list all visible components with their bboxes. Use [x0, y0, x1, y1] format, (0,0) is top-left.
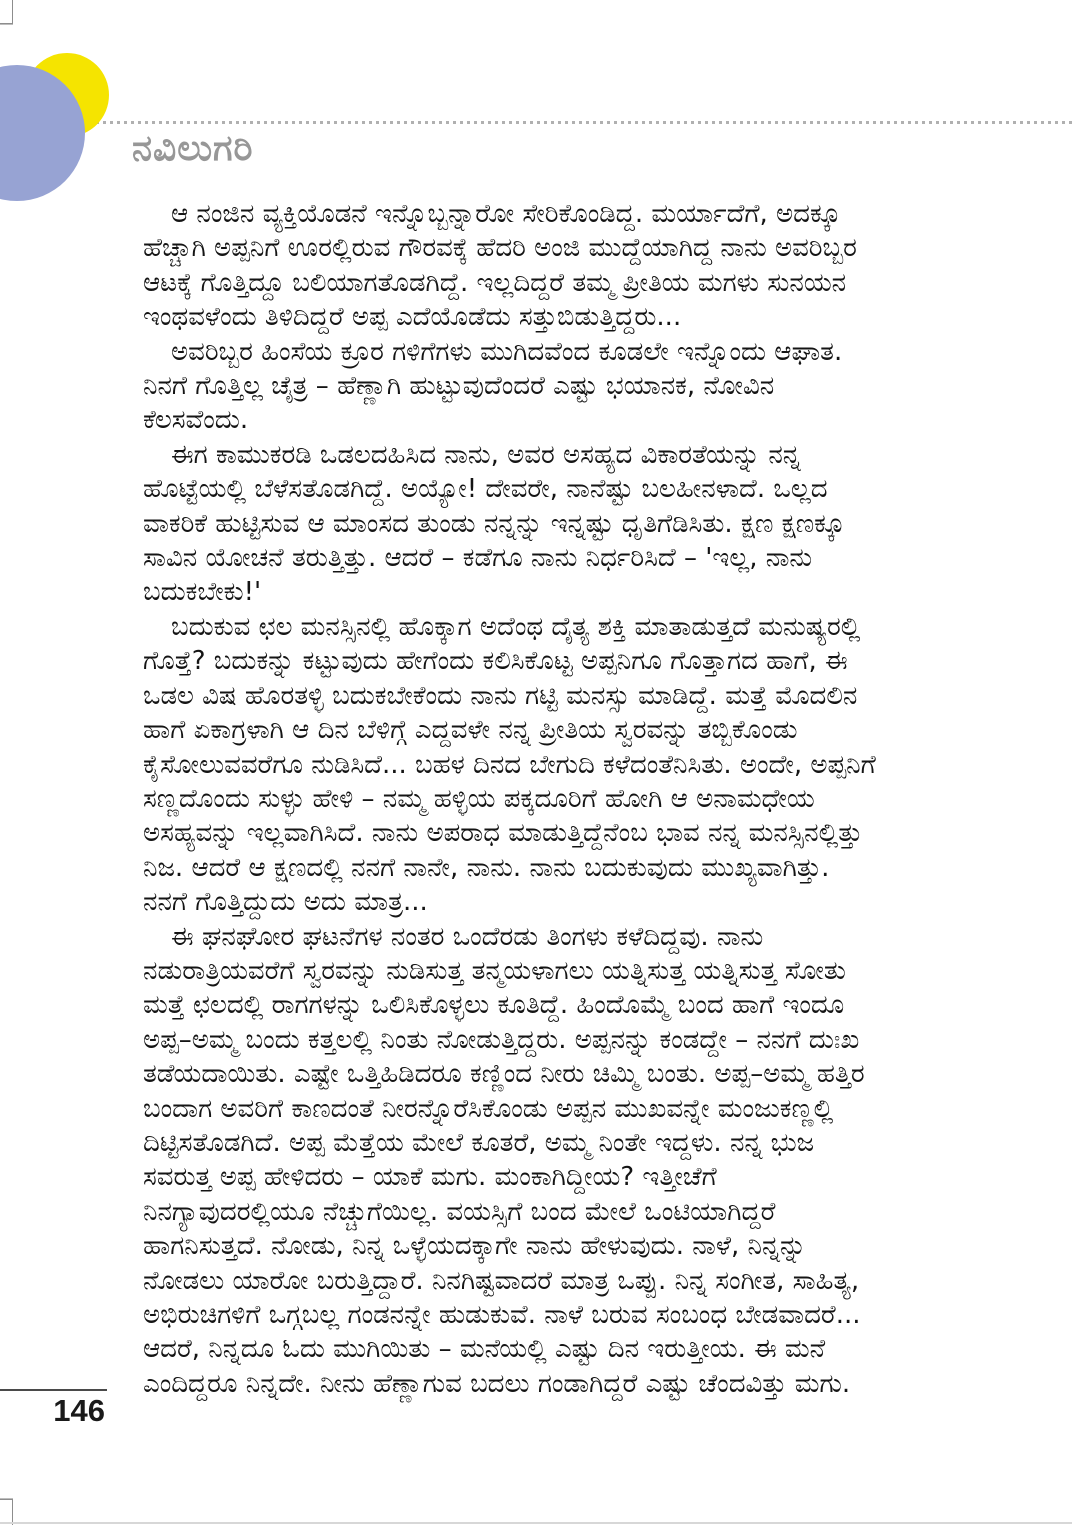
text-line: ಮತ್ತೆ ಛಲದಲ್ಲಿ ರಾಗಗಳನ್ನು ಒಲಿಸಿಕೊಳ್ಳಲು ಕೂತಿದ್ದೆ. ಹಿಂದೊಮ್ಮೆ ಬಂದ ಹಾಗೆ ಇಂದೂ: [143, 990, 845, 1021]
text-line: ಬಂದಾಗ ಅವರಿಗೆ ಕಾಣದಂತೆ ನೀರನ್ನೊರೆಸಿಕೊಂಡು ಅಪ್ಪನ ಮುಖವನ್ನೇ ಮಂಜುಕಣ್ಣಲ್ಲಿ: [143, 1093, 834, 1124]
text-line: ಹೊಟ್ಟೆಯಲ್ಲಿ ಬೆಳೆಸತೊಡಗಿದ್ದೆ. ಅಯ್ಯೋ! ದೇವರೇ, ನಾನೆಷ್ಟು ಬಲಹೀನಳಾದೆ. ಒಲ್ಲದ: [143, 474, 828, 505]
text-line: ಕೆಲಸವೆಂದು.: [143, 405, 249, 436]
text-line: ಆಟಕ್ಕೆ ಗೊತ್ತಿದ್ದೂ ಬಲಿಯಾಗತೊಡಗಿದ್ದೆ. ಇಲ್ಲದಿದ್ದರೆ ತಮ್ಮ ಪ್ರೀತಿಯ ಮಗಳು ಸುನಯನ: [143, 267, 847, 298]
text-line: ಎಂದಿದ್ದರೂ ನಿನ್ನದೇ. ನೀನು ಹೆಣ್ಣಾಗುವ ಬದಲು ಗಂಡಾಗಿದ್ದರೆ ಎಷ್ಟು ಚೆಂದವಿತ್ತು ಮಗು.: [143, 1368, 851, 1399]
text-line: ಹಾಗೆ ಏಕಾಗ್ರಳಾಗಿ ಆ ದಿನ ಬೆಳಿಗ್ಗೆ ಎದ್ದವಳೇ ನನ್ನ ಪ್ರೀತಿಯ ಸ್ವರವನ್ನು ತಬ್ಬಿಕೊಂಡು: [143, 715, 798, 746]
text-line: ಸಣ್ಣದೊಂದು ಸುಳ್ಳು ಹೇಳಿ – ನಮ್ಮ ಹಳ್ಳಿಯ ಪಕ್ಕದೂರಿಗೆ ಹೋಗಿ ಆ ಅನಾಮಧೇಯ: [143, 783, 815, 814]
text-line: ಕೈಸೋಲುವವರೆಗೂ ನುಡಿಸಿದೆ... ಬಹಳ ದಿನದ ಬೇಗುದಿ ಕಳೆದಂತೆನಿಸಿತು. ಅಂದೇ, ಅಪ್ಪನಿಗೆ: [143, 749, 876, 780]
text-line: ಸಾವಿನ ಯೋಚನೆ ತರುತ್ತಿತ್ತು. ಆದರೆ – ಕಡೆಗೂ ನಾನು ನಿರ್ಧರಿಸಿದೆ – 'ಇಲ್ಲ, ನಾನು: [143, 543, 813, 574]
body-text: [143, 197, 923, 1401]
text-line: ಗೊತ್ತೆ? ಬದುಕನ್ನು ಕಟ್ಟುವುದು ಹೇಗೆಂದು ಕಲಿಸಿಕೊಟ್ಟ ಅಪ್ಪನಿಗೂ ಗೊತ್ತಾಗದ ಹಾಗೆ, ಈ: [143, 646, 848, 677]
text-line: ಒಡಲ ವಿಷ ಹೊರತಳ್ಳಿ ಬದುಕಬೇಕೆಂದು ನಾನು ಗಟ್ಟಿ ಮನಸ್ಸು ಮಾಡಿದ್ದೆ. ಮತ್ತೆ ಮೊದಲಿನ: [143, 680, 858, 711]
text-line: ನಿಜ. ಆದರೆ ಆ ಕ್ಷಣದಲ್ಲಿ ನನಗೆ ನಾನೇ, ನಾನು. ನಾನು ಬದುಕುವುದು ಮುಖ್ಯವಾಗಿತ್ತು.: [143, 852, 830, 883]
text-line: ಬದುಕಬೇಕು!': [143, 577, 262, 608]
text-line: ದಿಟ್ಟಿಸತೊಡಗಿದೆ. ಅಪ್ಪ ಮೆತ್ತೆಯ ಮೇಲೆ ಕೂತರೆ, ಅಮ್ಮ ನಿಂತೇ ಇದ್ದಳು. ನನ್ನ ಭುಜ: [143, 1127, 815, 1158]
text-line: ಅಪ್ಪ–ಅಮ್ಮ ಬಂದು ಕತ್ತಲಲ್ಲಿ ನಿಂತು ನೋಡುತ್ತಿದ್ದರು. ಅಪ್ಪನನ್ನು ಕಂಡದ್ದೇ – ನನಗೆ ದುಃಖ: [143, 1024, 860, 1055]
text-line: ನೋಡಲು ಯಾರೋ ಬರುತ್ತಿದ್ದಾರೆ. ನಿನಗಿಷ್ಟವಾದರೆ ಮಾತ್ರ ಒಪ್ಪು. ನಿನ್ನ ಸಂಗೀತ, ಸಾಹಿತ್ಯ,: [143, 1265, 860, 1296]
text-line: ಅವರಿಬ್ಬರ ಹಿಂಸೆಯ ಕ್ರೂರ ಗಳಿಗೆಗಳು ಮುಗಿದವೆಂದ ಕೂಡಲೇ ಇನ್ನೊಂದು ಆಘಾತ.: [171, 336, 843, 367]
text-line: ನಡುರಾತ್ರಿಯವರೆಗೆ ಸ್ವರವನ್ನು ನುಡಿಸುತ್ತ ತನ್ಮಯಳಾಗಲು ಯತ್ನಿಸುತ್ತ ಯತ್ನಿಸುತ್ತ ಸೋತು: [143, 955, 846, 986]
text-line: ನಿನಗ್ಯಾವುದರಲ್ಲಿಯೂ ನೆಚ್ಚುಗೆಯಿಲ್ಲ. ವಯಸ್ಸಿಗೆ ಬಂದ ಮೇಲೆ ಒಂಟಿಯಾಗಿದ್ದರೆ: [143, 1196, 776, 1227]
page-number: 146: [53, 1393, 105, 1428]
text-line: ಸವರುತ್ತ ಅಪ್ಪ ಹೇಳಿದರು – ಯಾಕೆ ಮಗು. ಮಂಕಾಗಿದ್ದೀಯ? ಇತ್ತೀಚೆಗೆ: [143, 1162, 717, 1193]
paragraph: [143, 920, 923, 1402]
dotted-divider: [96, 121, 1072, 124]
text-line: ತಡೆಯದಾಯಿತು. ಎಷ್ಟೇ ಒತ್ತಿಹಿಡಿದರೂ ಕಣ್ಣಿಂದ ನೀರು ಚಿಮ್ಮಿ ಬಂತು. ಅಪ್ಪ–ಅಮ್ಮ ಹತ್ತಿರ: [143, 1059, 865, 1090]
text-line: ಅಭಿರುಚಿಗಳಿಗೆ ಒಗ್ಗಬಲ್ಲ ಗಂಡನನ್ನೇ ಹುಡುಕುವೆ. ನಾಳೆ ಬರುವ ಸಂಬಂಧ ಬೇಡವಾದರೆ...: [143, 1300, 861, 1330]
chapter-title: ನವಿಲುಗರಿ: [132, 128, 254, 169]
text-line: ಹೆಚ್ಚಾಗಿ ಅಪ್ಪನಿಗೆ ಊರಲ್ಲಿರುವ ಗೌರವಕ್ಕೆ ಹೆದರಿ ಅಂಜಿ ಮುದ್ದೆಯಾಗಿದ್ದ ನಾನು ಅವರಿಬ್ಬರ: [143, 233, 857, 264]
text-line: ನಿನಗೆ ಗೊತ್ತಿಲ್ಲ ಚೈತ್ರ – ಹೆಣ್ಣಾಗಿ ಹುಟ್ಟುವುದೆಂದರೆ ಎಷ್ಟು ಭಯಾನಕ, ನೋವಿನ: [143, 371, 775, 402]
paragraph: [143, 438, 923, 610]
text-line: ಇಂಥವಳೆಂದು ತಿಳಿದಿದ್ದರೆ ಅಪ್ಪ ಎದೆಯೊಡೆದು ಸತ್ತುಬಿಡುತ್ತಿದ್ದರು...: [143, 302, 682, 333]
paragraph: [143, 610, 923, 920]
text-line: ಆದರೆ, ನಿನ್ನದೂ ಓದು ಮುಗಿಯಿತು – ಮನೆಯಲ್ಲಿ ಎಷ್ಟು ದಿನ ಇರುತ್ತೀಯ. ಈ ಮನೆ: [143, 1334, 826, 1365]
text-line: ಬದುಕುವ ಛಲ ಮನಸ್ಸಿನಲ್ಲಿ ಹೊಕ್ಕಾಗ ಅದೆಂಥ ದೈತ್ಯ ಶಕ್ತಿ ಮಾತಾಡುತ್ತದೆ ಮನುಷ್ಯರಲ್ಲಿ: [171, 611, 861, 642]
top-left-crop-mark: [0, 0, 13, 24]
text-line: ನನಗೆ ಗೊತ್ತಿದ್ದುದು ಅದು ಮಾತ್ರ...: [143, 887, 428, 918]
paragraph: [143, 197, 923, 335]
text-line: ಆ ನಂಜಿನ ವ್ಯಕ್ತಿಯೊಡನೆ ಇನ್ನೊಬ್ಬನ್ನಾರೋ ಸೇರಿಕೊಂಡಿದ್ದ. ಮರ್ಯಾದೆಗೆ, ಅದಕ್ಕೂ: [171, 199, 841, 229]
text-line: ಈಗ ಕಾಮುಕರಡಿ ಒಡಲದಹಿಸಿದ ನಾನು, ಅವರ ಅಸಹ್ಯದ ವಿಕಾರತೆಯನ್ನು ನನ್ನ: [171, 439, 801, 470]
text-line: ಈ ಘನಘೋರ ಘಟನೆಗಳ ನಂತರ ಒಂದೆರಡು ತಿಂಗಳು ಕಳೆದಿದ್ದವು. ನಾನು: [171, 921, 764, 952]
footer-rule: [0, 1389, 107, 1391]
page-bottom-edge: [0, 1522, 1072, 1524]
text-line: ಅಸಹ್ಯವನ್ನು ಇಲ್ಲವಾಗಿಸಿದೆ. ನಾನು ಅಪರಾಧ ಮಾಡುತ್ತಿದ್ದೆನೆಂಬ ಭಾವ ನನ್ನ ಮನಸ್ಸಿನಲ್ಲಿತ್ತು: [143, 818, 863, 849]
paragraph: [143, 335, 923, 438]
text-line: ವಾಕರಿಕೆ ಹುಟ್ಟಿಸುವ ಆ ಮಾಂಸದ ತುಂಡು ನನ್ನನ್ನು ಇನ್ನಷ್ಟು ಧೃತಿಗೆಡಿಸಿತು. ಕ್ಷಣ ಕ್ಷಣಕ್ಕೂ: [143, 508, 845, 539]
text-line: ಹಾಗನಿಸುತ್ತದೆ. ನೋಡು, ನಿನ್ನ ಒಳ್ಳೆಯದಕ್ಕಾಗೇ ನಾನು ಹೇಳುವುದು. ನಾಳೆ, ನಿನ್ನನ್ನು: [143, 1231, 807, 1262]
